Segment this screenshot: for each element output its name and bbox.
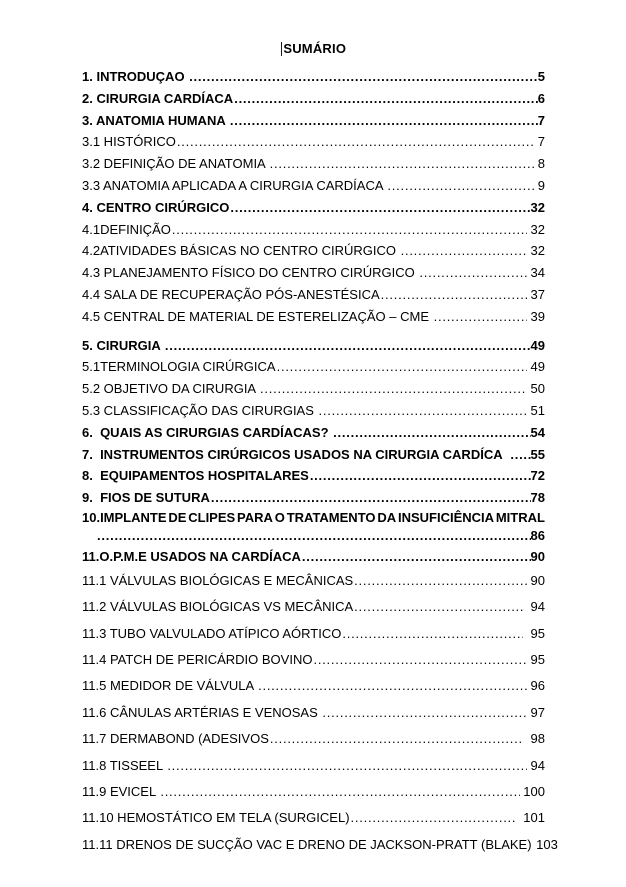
toc-entry	[82, 673, 545, 699]
toc-entry-page: 101	[516, 810, 545, 826]
toc-entry-page: 5	[537, 69, 545, 84]
toc-entry-label: 5.2 OBJETIVO DA CIRURGIA	[82, 381, 259, 397]
toc-entry-label: 11.6 CÂNULAS ARTÉRIAS E VENOSAS	[82, 704, 322, 720]
toc-entry-label: 4.1DEFINIÇÃO	[82, 221, 171, 237]
toc-entry-page: 50	[526, 381, 545, 397]
toc-entry-label: 4.4 SALA DE RECUPERAÇÃO PÓS-ANESTÉSICA	[82, 286, 380, 302]
dot-leader	[418, 262, 527, 284]
dot-leader	[229, 197, 530, 219]
toc-entry-page: 37	[526, 286, 545, 302]
toc-entry-page: 49	[530, 337, 545, 353]
toc-entry-page: 8	[534, 156, 545, 172]
dot-leader	[276, 356, 527, 378]
dot-leader	[171, 219, 527, 241]
dot-leader	[341, 621, 523, 647]
toc-entry-word: DA	[377, 509, 397, 525]
toc-entry	[82, 444, 545, 466]
dot-leader	[321, 700, 527, 726]
toc-entry-page: 96	[526, 678, 545, 694]
toc-entry	[82, 153, 545, 175]
toc-entry-label: 3. ANATOMIA HUMANA	[82, 112, 229, 128]
dot-leader	[257, 673, 527, 699]
page-title	[82, 41, 545, 57]
dot-leader	[188, 66, 538, 88]
toc-entry-page: 94	[523, 599, 545, 615]
toc-entry-label: 11.9 EVICEL	[82, 783, 160, 799]
toc-entry-label: 5.1TERMINOLOGIA CIRÚRGICA	[82, 359, 276, 375]
toc-entry-label: 11.O.P.M.E USADOS NA CARDÍACA	[82, 548, 301, 564]
toc-entry-page: 103	[532, 836, 558, 852]
toc-entry-page: 39	[526, 308, 545, 324]
toc-entry-label: 4.5 CENTRAL DE MATERIAL DE ESTERELIZAÇÃO – CME	[82, 308, 433, 324]
toc-entry-word: MITRAL	[495, 509, 545, 525]
toc-entry-label: 11.3 TUBO VALVULADO ATÍPICO AÓRTICO	[82, 625, 342, 641]
toc-entry-continuation	[82, 527, 545, 546]
toc-entry-page: 7	[534, 134, 545, 150]
toc-entry	[82, 110, 545, 132]
toc-entry-page: 54	[530, 424, 545, 440]
toc-entry	[82, 726, 545, 752]
toc-entry-label: 3.2 DEFINIÇÃO DE ANATOMIA	[82, 156, 269, 172]
toc-entry-word: INSUFICIÊNCIA	[397, 509, 495, 525]
toc-entry-word: CLIPES	[188, 509, 236, 525]
toc-entry-word: 10.IMPLANTE	[82, 509, 167, 525]
toc-entry-label: 3.1 HISTÓRICO	[82, 134, 176, 150]
toc-entry	[82, 306, 545, 328]
dot-leader	[269, 153, 535, 175]
toc-entry-word: DE	[168, 509, 187, 525]
toc-entry-page: 98	[523, 731, 545, 747]
toc-entry-label: 5.3 CLASSIFICAÇÃO DAS CIRURGIAS	[82, 402, 318, 418]
toc-entry-page: 49	[526, 359, 545, 375]
toc-entry-label: 9. FIOS DE SUTURA	[82, 490, 210, 506]
dot-leader	[312, 647, 526, 673]
dot-leader	[309, 465, 531, 487]
toc-entry-label: 4.3 PLANEJAMENTO FÍSICO DO CENTRO CIRÚRGICO	[82, 265, 419, 281]
toc-entry	[82, 219, 545, 241]
dot-leader	[318, 400, 527, 422]
toc-entry-page: 32	[526, 243, 545, 259]
toc-entry	[82, 284, 545, 306]
toc-entry-page: 97	[526, 704, 545, 720]
toc-entry-page: 6	[537, 90, 545, 106]
dot-leader	[159, 779, 519, 805]
toc-entry	[82, 335, 545, 357]
dot-leader	[433, 306, 527, 328]
toc-entry	[82, 621, 545, 647]
toc-entry	[82, 594, 545, 620]
toc-entry-label: 6. QUAIS AS CIRURGIAS CARDÍACAS?	[82, 424, 333, 440]
toc-entry	[82, 568, 545, 594]
dot-leader	[380, 284, 527, 306]
dot-leader	[269, 726, 523, 752]
toc-entry	[82, 197, 545, 219]
toc-entry	[82, 88, 545, 110]
toc-entry-word: O	[274, 509, 285, 525]
dot-leader	[229, 110, 538, 132]
dot-leader	[386, 175, 534, 197]
dot-leader	[353, 568, 527, 594]
toc-entry	[82, 805, 545, 831]
dot-leader	[210, 487, 531, 509]
toc-entry-label: 11.11 DRENOS DE SUCÇÃO VAC E DRENO DE JACKSON-PRATT (BLAKE)	[82, 836, 532, 852]
toc-entry	[82, 487, 545, 509]
toc-entry	[82, 832, 558, 858]
dot-leader	[233, 88, 538, 110]
toc-entry	[82, 753, 545, 779]
toc-entry-page: 7	[537, 112, 545, 128]
toc-entry-label: 2. CIRURGIA CARDÍACA	[82, 90, 234, 106]
dot-leader	[332, 422, 530, 444]
toc-entry-word: TRATAMENTO	[286, 509, 376, 525]
dot-leader	[350, 805, 517, 831]
dot-leader	[400, 240, 527, 262]
toc-entry-page: 34	[526, 265, 545, 281]
toc-entry-label: 11.4 PATCH DE PERICÁRDIO BOVINO	[82, 651, 313, 667]
toc-entry	[82, 131, 545, 153]
toc-entry-label: 11.7 DERMABOND (ADESIVOS	[82, 731, 269, 747]
toc-entry	[82, 465, 545, 487]
toc-entry-label: 11.1 VÁLVULAS BIOLÓGICAS E MECÂNICAS	[82, 572, 354, 588]
toc-entry-page: 32	[526, 221, 545, 237]
toc-entry-label: 4.2ATIVIDADES BÁSICAS NO CENTRO CIRÚRGICO	[82, 243, 400, 259]
dot-leader	[164, 335, 531, 357]
toc-entry	[82, 779, 545, 805]
toc-entry-page: 90	[526, 572, 545, 588]
toc-entry-page: 100	[519, 783, 545, 799]
toc-entry-label: 4. CENTRO CIRÚRGICO	[82, 199, 230, 215]
toc-entry-label: 1. INTRODUÇAO	[82, 69, 189, 84]
dot-leader	[301, 546, 531, 568]
toc-entry	[82, 175, 545, 197]
dot-leader	[509, 444, 530, 466]
toc-entry-label: 11.5 MEDIDOR DE VÁLVULA	[82, 678, 258, 694]
toc-entry-page: 90	[530, 548, 545, 564]
toc-entry-label: 11.10 HEMOSTÁTICO EM TELA (SURGICEL)	[82, 810, 350, 826]
toc-entry-page: 95	[523, 625, 545, 641]
toc-entry-label: 8. EQUIPAMENTOS HOSPITALARES	[82, 468, 309, 484]
table-of-contents	[82, 66, 558, 858]
toc-entry-word: PARA	[237, 509, 273, 525]
toc-entry	[82, 356, 545, 378]
toc-entry-page: 51	[526, 402, 545, 418]
toc-entry	[82, 378, 545, 400]
toc-entry-page: 55	[530, 446, 545, 462]
toc-entry-label: 11.2 VÁLVULAS BIOLÓGICAS VS MECÂNICA	[82, 599, 354, 615]
toc-entry-page: 9	[534, 177, 545, 193]
toc-entry	[82, 509, 545, 546]
dot-leader	[353, 594, 523, 620]
toc-entry	[82, 240, 545, 262]
toc-entry-page: 95	[526, 651, 545, 667]
toc-entry	[82, 546, 545, 568]
dot-leader	[259, 378, 527, 400]
toc-entry	[82, 647, 545, 673]
toc-entry-label: 5. CIRURGIA	[82, 337, 164, 353]
toc-entry	[82, 422, 545, 444]
toc-entry-label: 3.3 ANATOMIA APLICADA A CIRURGIA CARDÍACA	[82, 177, 387, 193]
toc-entry-page: 72	[530, 468, 545, 484]
toc-entry	[82, 700, 545, 726]
toc-entry-page: 78	[530, 490, 545, 506]
toc-entry-page: 86	[530, 528, 545, 544]
toc-entry	[82, 66, 545, 88]
dot-leader	[166, 753, 527, 779]
page-title-text: SUMÁRIO	[283, 41, 347, 56]
toc-entry-label: 7. INSTRUMENTOS CIRÚRGICOS USADOS NA CIRURGIA CARDÍCA	[82, 446, 510, 462]
toc-entry	[82, 262, 545, 284]
toc-entry-label: 11.8 TISSEEL	[82, 757, 167, 773]
toc-entry	[82, 400, 545, 422]
toc-entry-page: 32	[530, 199, 545, 215]
dot-leader	[176, 131, 534, 153]
toc-entry-label	[82, 509, 545, 528]
dot-leader	[96, 527, 531, 546]
toc-entry-page: 94	[526, 757, 545, 773]
